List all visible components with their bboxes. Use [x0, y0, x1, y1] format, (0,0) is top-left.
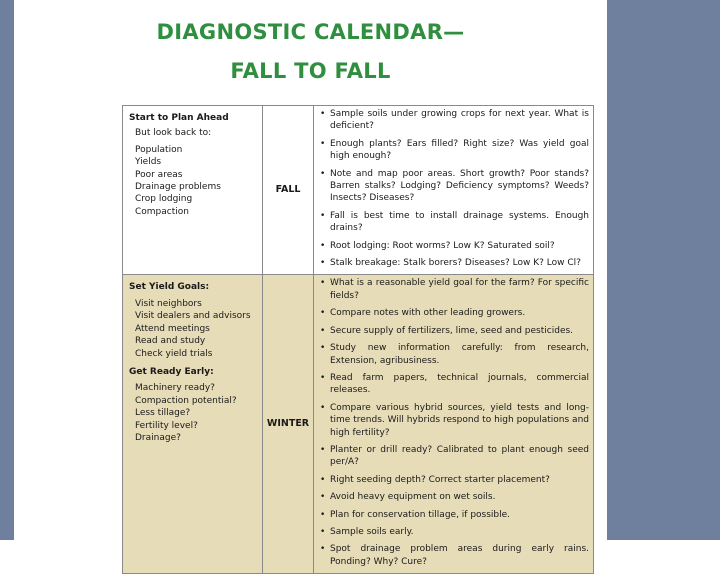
- list-item: Visit dealers and advisors: [135, 311, 251, 322]
- list-item: Compaction: [135, 206, 189, 217]
- winter-row: [123, 275, 594, 574]
- list-item: Fertility level?: [135, 420, 198, 431]
- winter-heading-get-ready: Get Ready Early:: [129, 366, 214, 377]
- list-item: Check yield trials: [135, 348, 213, 359]
- winter-left-cell: [123, 275, 263, 574]
- bullet-item: • Study new information carefully: from research, Extension, agribusiness.: [318, 342, 589, 367]
- fall-left-cell: [123, 106, 263, 275]
- bullet-item: • Avoid heavy equipment on wet soils.: [318, 491, 589, 503]
- list-item: Read and study: [135, 336, 206, 347]
- bullet-item: • Note and map poor areas. Short growth? Poor stands? Barren stalks? Lodging? Deficiency symptoms? Weeds? Insects? Diseases?: [318, 168, 589, 205]
- bullet-item: • Enough plants? Ears filled? Right size? Was yield goal high enough?: [318, 138, 589, 163]
- title-line-2: FALL TO FALL: [230, 59, 391, 83]
- bullet-item: • Right seeding depth? Correct starter placement?: [318, 474, 589, 486]
- bullet-item: • Stalk breakage: Stalk borers? Diseases? Low K? Low Cl?: [318, 257, 589, 269]
- list-item: Yields: [135, 157, 162, 168]
- fall-bullets-cell: [314, 106, 594, 275]
- fall-subheading: But look back to:: [135, 128, 212, 139]
- bullet-item: • Sample soils under growing crops for next year. What is deficient?: [318, 108, 589, 133]
- season-fall: FALL: [263, 106, 314, 275]
- list-item: Poor areas: [135, 169, 183, 180]
- bullet-item: • Compare various hybrid sources, yield tests and long-time trends. Will hybrids respond to high populations and high fertility?: [318, 402, 589, 439]
- bullet-item: • Secure supply of fertilizers, lime, seed and pesticides.: [318, 325, 589, 337]
- list-item: Population: [135, 144, 183, 155]
- bullet-item: • Planter or drill ready? Calibrated to plant enough seed per/A?: [318, 444, 589, 469]
- bullet-item: • Root lodging: Root worms? Low K? Saturated soil?: [318, 240, 589, 252]
- list-item: Attend meetings: [135, 323, 210, 334]
- list-item: Visit neighbors: [135, 298, 202, 309]
- title-line-1: DIAGNOSTIC CALENDAR—: [156, 20, 465, 44]
- bullet-item: • Read farm papers, technical journals, commercial releases.: [318, 372, 589, 397]
- right-frame-bar: [607, 0, 720, 540]
- bullet-item: • Fall is best time to install drainage systems. Enough drains?: [318, 210, 589, 235]
- list-item: Drainage?: [135, 432, 181, 443]
- fall-row: [123, 106, 594, 275]
- bullet-item: • Compare notes with other leading growers.: [318, 307, 589, 319]
- list-item: Drainage problems: [135, 182, 221, 193]
- winter-bullets-cell: [314, 275, 594, 574]
- list-item: Crop lodging: [135, 194, 193, 205]
- season-winter: WINTER: [263, 275, 314, 574]
- list-item: Less tillage?: [135, 408, 191, 419]
- calendar-table: [122, 105, 594, 574]
- bullet-item: • Plan for conservation tillage, if possible.: [318, 509, 589, 521]
- list-item: Compaction potential?: [135, 395, 237, 406]
- list-item: Machinery ready?: [135, 383, 215, 394]
- bullet-item: • Spot drainage problem areas during early rains. Ponding? Why? Cure?: [318, 543, 589, 568]
- bullet-item: • Sample soils early.: [318, 526, 589, 538]
- bullet-item: • What is a reasonable yield goal for the farm? For specific fields?: [318, 277, 589, 302]
- fall-heading: Start to Plan Ahead: [129, 113, 229, 123]
- winter-heading-yield-goals: Set Yield Goals:: [129, 282, 210, 293]
